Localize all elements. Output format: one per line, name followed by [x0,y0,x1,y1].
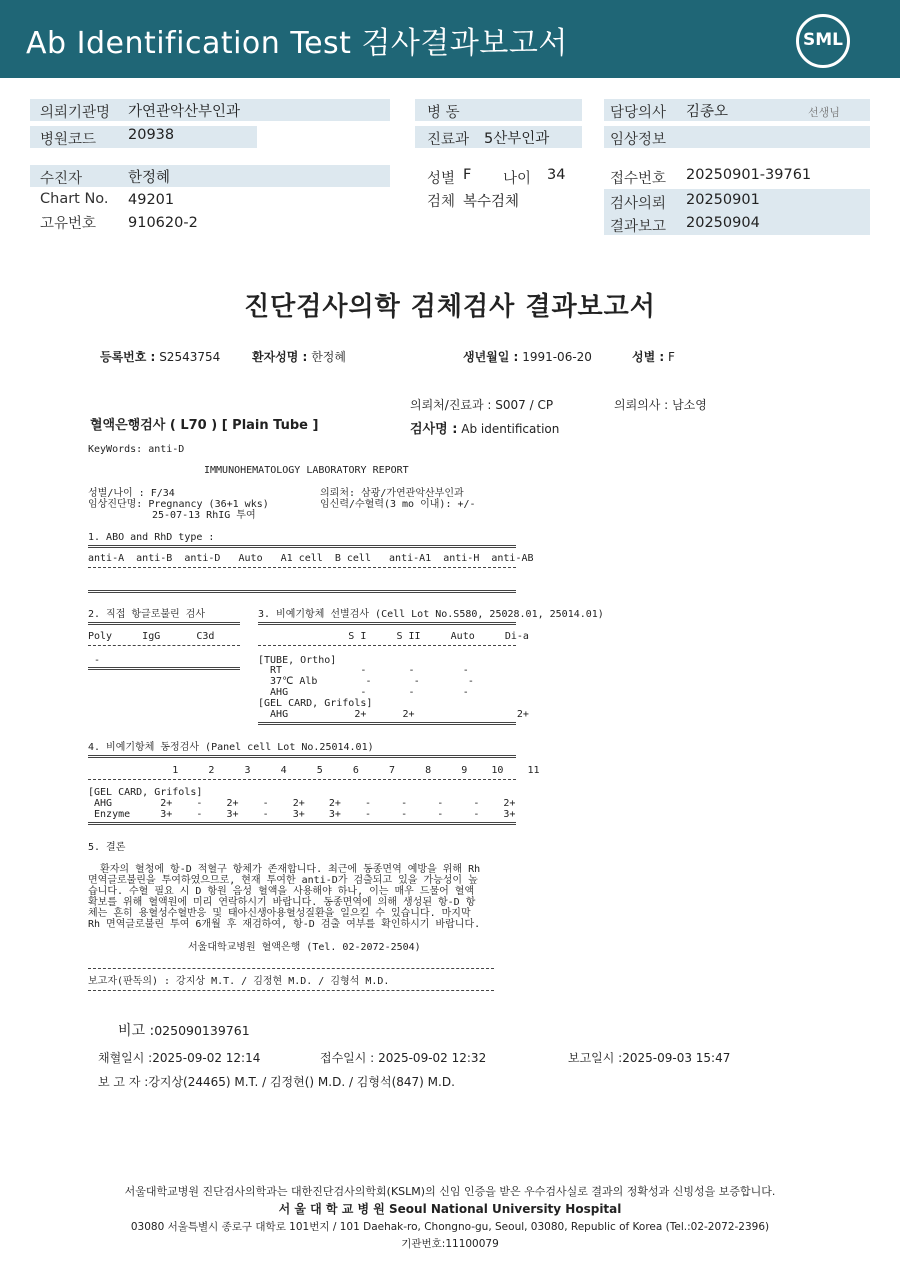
receipt-value: 20250901-39761 [686,167,812,183]
conclusion-line: 면역글로불린을 투여하였으므로, 현재 투여한 anti-D가 검출되고 있을 가능성이 높 [88,875,478,886]
reporter-rule-bottom [88,990,494,991]
diagnosis: 임상진단명: Pregnancy (36+1 wks) [88,499,269,510]
note-value: 025090139761 [154,1023,250,1038]
clinical-label: 임상정보 [610,132,667,148]
pregnancy-line: 임신력/수혈력(3 mo 이내): +/- [320,499,476,510]
sec3-row: AHG - - - [258,687,469,698]
keywords: KeyWords: anti-D [88,444,185,455]
sex2-label: 성별 : [632,350,665,364]
reg-value: S2543754 [159,350,221,364]
sec3-row: [TUBE, Ortho] [258,655,337,666]
sec4-row: [GEL CARD, Grifols] [88,787,203,798]
sec3-row: AHG 2+ 2+ 2+ [258,709,529,720]
sec4-row: Enzyme 3+ - 3+ - 3+ 3+ - - - - 3+ [88,809,516,820]
hospital-code-value: 20938 [128,127,175,143]
unique-value: 910620-2 [128,215,198,231]
sex2-value: F [668,350,675,364]
sec4-rule-top [88,755,516,758]
reporter-rule-top [88,968,494,969]
sex-value: F [463,167,472,183]
sec4-title: 4. 비예기항체 동정검사 (Panel cell Lot No.25014.01) [88,742,374,753]
sec2-title: 2. 직접 항글로불린 검사 [88,609,206,620]
sec5-title: 5. 결론 [88,842,126,853]
report-date-value: 20250904 [686,215,760,231]
reporter-line: 보고자(판독의) : 강지상 M.T. / 김정현 M.D. / 김형석 M.D. [88,976,390,987]
request-org-label: 의뢰기관명 [40,105,111,121]
conclusion-line: 확보를 위해 혈액원에 미리 연락하시기 바랍니다. 동종면역에 의해 생성된 항-D 항 [88,897,476,908]
sec2-header: Poly IgG C3d [88,631,215,642]
sec3-title: 3. 비예기항체 선별검사 (Cell Lot No.S580, 25028.01, 25014.01) [258,609,604,620]
dept-label: 진료과 [427,132,470,148]
footer-address: 03080 서울특별시 종로구 대학로 101번지 / 101 Daehak-ro, Chongno-gu, Seoul, 03080, Republic of Korea (Tel.:02-2072-2396) [130,1221,770,1233]
request-date-value: 20250901 [686,192,760,208]
request-org-value: 가연관악산부인과 [128,104,241,120]
report-header [0,0,900,78]
name-label: 환자성명 : [252,350,308,364]
sec1-rule-bottom [88,590,516,593]
request-date-label: 검사의뢰 [610,196,667,212]
sec2-rule [88,645,240,646]
report-label: 보고일시 : [568,1051,623,1065]
sec3-row: RT - - - [258,665,469,676]
chart-label: Chart No. [40,191,109,207]
sec1-header: anti-A anti-B anti-D Auto A1 cell B cell anti-A1 anti-H anti-AB [88,553,534,564]
sec3-rule-top [258,622,516,625]
sml-logo [796,14,850,68]
report-date-label: 결과보고 [610,219,667,235]
specimen-value: 복수검체 [463,194,520,210]
specimen-label: 검체 [427,194,456,210]
sex-age: 성별/나이 : F/34 [88,488,175,499]
dept2-label: 의뢰처/진료과 : [410,398,492,412]
patient-value: 한정혜 [128,170,171,186]
unique-label: 고유번호 [40,216,97,232]
lab-title: IMMUNOHEMATOLOGY LABORATORY REPORT [204,465,409,476]
dept2-value: S007 / CP [495,398,554,412]
conclusion-line: 체는 흔히 용혈성수혈반응 및 태아신생아용혈성질환을 일으킬 수 있습니다. 마지막 [88,908,471,919]
age-value: 34 [547,167,566,183]
diagnosis-2: 25-07-13 RhIG 투여 [152,510,256,521]
receipt-label: 접수번호 [610,171,667,187]
report-value: 2025-09-03 15:47 [622,1051,731,1065]
conclusion-line: 습니다. 수혈 필요 시 D 항원 음성 혈액을 사용해야 하나, 이는 매우 드물어 혈액 [88,886,475,897]
req-doc-label: 의뢰의사 : [614,398,669,412]
age-label: 나이 [503,171,532,187]
report-title: 진단검사의학 검체검사 결과보고서 [244,292,656,322]
conclusion-line: 환자의 혈청에 항-D 적혈구 항체가 존재합니다. 최근에 동종면역 예방을 위해 Rh [88,864,481,875]
reporters-label: 보 고 자 : [98,1075,149,1089]
sec1-title: 1. ABO and RhD type : [88,532,215,543]
receive-value: 2025-09-02 12:32 [378,1051,487,1065]
sec4-header: 1 2 3 4 5 6 7 8 9 10 11 [88,765,540,776]
footer-cert: 서울대학교병원 진단검사의학과는 대한진단검사의학회(KSLM)의 신임 인증을 받은 우수검사실로 결과의 정확성과 신빙성을 보증합니다. [124,1185,776,1198]
test-name-value: Ab identification [461,422,560,436]
test-name-label: 검사명 : [410,422,458,437]
patient-label: 수진자 [40,171,83,187]
hospital-code-label: 병원코드 [40,132,97,148]
sex-label: 성별 [427,171,456,187]
sec3-rule-bottom [258,722,516,725]
sec3-row: 37℃ Alb - - - [258,676,474,687]
sec4-rule-bottom [88,822,516,825]
dob-value: 1991-06-20 [522,350,592,364]
receive-label: 접수일시 : [320,1051,375,1065]
note-label: 비고 : [118,1023,155,1039]
collect-label: 채혈일시 : [98,1051,153,1065]
hospital-line: 의뢰처: 삼광/가연관악산부인과 [320,488,464,499]
doctor-suffix: 선생님 [808,106,840,119]
sec3-header: S I S II Auto Di-a [258,631,529,642]
sec4-rule [88,779,516,780]
reporters-value: 강지상(24465) M.T. / 김정현() M.D. / 김형석(847) M.D. [148,1075,455,1089]
name-value: 한정혜 [311,350,346,364]
sec1-rule [88,567,516,568]
ward-label: 병 동 [427,105,460,121]
header-title: Ab Identification Test 검사결과보고서 [26,26,568,61]
chart-value: 49201 [128,192,175,208]
sec2-rule-top [88,622,240,625]
test-group: 혈액은행검사 ( L70 ) [ Plain Tube ] [90,418,319,433]
dept-value: 5산부인과 [484,131,550,147]
patient-box [30,165,390,187]
doctor-value: 김종오 [686,104,729,120]
sec1-rule-top [88,545,516,548]
sec2-rule-bottom [88,667,240,670]
reg-label: 등록번호 : [100,350,156,364]
logo-text: SML [803,30,843,50]
sec2-value: - [88,655,101,666]
collect-value: 2025-09-02 12:14 [152,1051,261,1065]
sec3-rule [258,645,516,646]
bloodbank-line: 서울대학교병원 혈액은행 (Tel. 02-2072-2504) [188,942,421,953]
dob-label: 생년월일 : [463,350,519,364]
doctor-label: 담당의사 [610,105,667,121]
conclusion-line: Rh 면역글로불린 투여 6개월 후 재검하여, 항-D 검출 여부를 확인하시기 바랍니다. [88,919,481,930]
req-doc-value: 남소영 [672,398,707,412]
sec3-row: [GEL CARD, Grifols] [258,698,373,709]
footer-hospital: 서 울 대 학 교 병 원 Seoul National University Hospital [278,1202,622,1216]
footer-institution-code: 기관번호:11100079 [401,1238,499,1250]
sec4-row: AHG 2+ - 2+ - 2+ 2+ - - - - 2+ [88,798,516,809]
